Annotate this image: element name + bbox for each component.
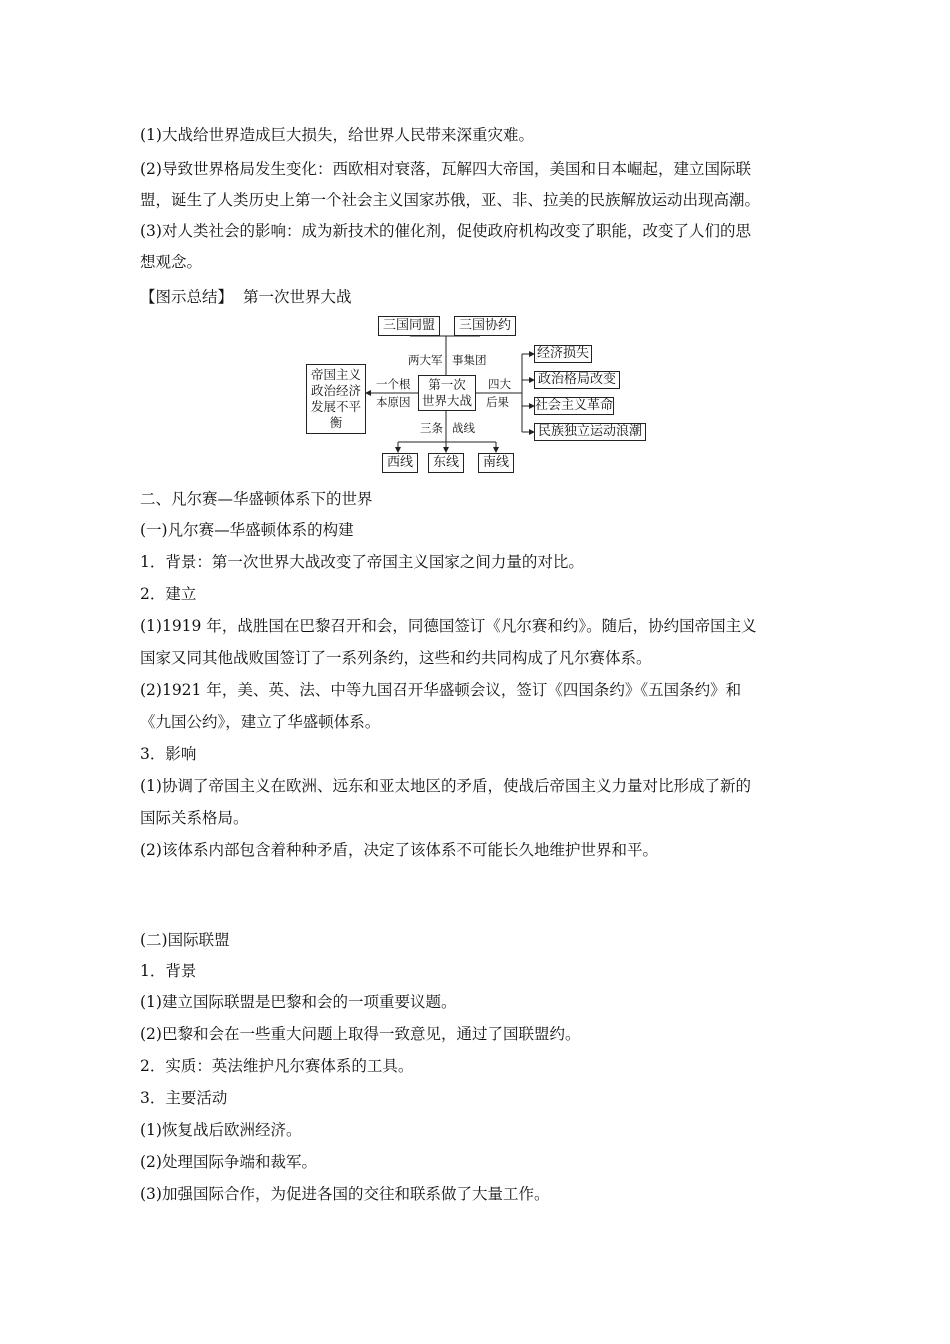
summary-heading [140, 287, 352, 307]
paragraph-line: (1)恢复战后欧洲经济。 [140, 1121, 302, 1139]
consequence-line-4: (3)对人类社会的影响：成为新技术的催化剂，促使政府机构改变了职能，改变了人们的思 [140, 222, 751, 240]
label-two-blocs-left: 两大军 [408, 353, 443, 367]
paragraph-line: (2)1921 年，美、英、法、中等九国召开华盛顿会议，签订《四国条约》《五国条约》和 [140, 681, 742, 699]
paragraph-line: 《九国公约》，建立了华盛顿体系。 [140, 713, 381, 731]
paragraph-line: 1．背景：第一次世界大战改变了帝国主义国家之间力量的对比。 [140, 553, 584, 571]
paragraph-line: (1)1919 年，战胜国在巴黎召开和会，同德国签订《凡尔赛和约》。随后，协约国帝国主义 [140, 617, 757, 635]
subsection-heading: (一)凡尔赛—华盛顿体系的构建 [140, 521, 354, 539]
box-independence-wave: 民族独立运动浪潮 [534, 423, 646, 441]
label-root-cause-1: 一个根 [376, 377, 411, 391]
label-four-results-2: 后果 [486, 395, 509, 409]
box-political-change: 政治格局改变 [534, 371, 620, 389]
paragraph-line: 3．影响 [140, 745, 197, 763]
box-triple-alliance: 三国同盟 [378, 316, 440, 336]
box-economic-loss: 经济损失 [534, 345, 592, 363]
summary-title: 第一次世界大战 [243, 288, 352, 306]
consequence-line-3: 盟，诞生了人类历史上第一个社会主义国家苏俄，亚、非、拉美的民族解放运动出现高潮。 [140, 191, 761, 209]
paragraph-line: (1)协调了帝国主义在欧洲、远东和亚太地区的矛盾，使战后帝国主义力量对比形成了新的 [140, 777, 751, 795]
paragraph-line: (2)处理国际争端和裁军。 [140, 1153, 317, 1171]
box-western-front: 西线 [382, 453, 418, 473]
label-root-cause-2: 本原因 [376, 395, 411, 409]
box-triple-entente: 三国协约 [454, 316, 516, 336]
paragraph-line: 1．背景 [140, 962, 197, 980]
box-southern-front: 南线 [478, 453, 514, 473]
paragraph-line: 2．建立 [140, 585, 197, 603]
summary-tag: 【图示总结】 [140, 288, 234, 306]
label-four-results-1: 四大 [488, 377, 511, 391]
section-heading: 二、凡尔赛—华盛顿体系下的世界 [140, 490, 373, 508]
paragraph-line: (2)巴黎和会在一些重大问题上取得一致意见，通过了国联盟约。 [140, 1025, 581, 1043]
paragraph-line: 3．主要活动 [140, 1089, 228, 1107]
label-three-fronts-left: 三条 [420, 421, 443, 435]
consequence-line-1: (1)大战给世界造成巨大损失，给世界人民带来深重灾难。 [140, 126, 534, 144]
label-three-fronts-right: 战线 [452, 421, 475, 435]
box-ww1-center: 第一次 世界大战 [418, 375, 476, 411]
paragraph-line: 国际关系格局。 [140, 809, 249, 827]
paragraph-line: (1)建立国际联盟是巴黎和会的一项重要议题。 [140, 993, 457, 1011]
paragraph-line: 国家又同其他战败国签订了一系列条约，这些和约共同构成了凡尔赛体系。 [140, 649, 652, 667]
box-eastern-front: 东线 [428, 453, 464, 473]
paragraph-line: 2．实质：英法维护凡尔赛体系的工具。 [140, 1057, 414, 1075]
box-socialist-revolution: 社会主义革命 [535, 398, 614, 413]
box-root-cause: 帝国主义 政治经济 发展不平 衡 [306, 364, 366, 434]
consequence-line-2: (2)导致世界格局发生变化：西欧相对衰落，瓦解四大帝国，美国和日本崛起，建立国际联 [140, 160, 751, 178]
label-two-blocs-right: 事集团 [452, 353, 487, 367]
paragraph-line: (2)该体系内部包含着种种矛盾，决定了该体系不可能长久地维护世界和平。 [140, 841, 658, 859]
consequence-line-5: 想观念。 [140, 253, 203, 271]
ww1-summary-diagram [300, 312, 660, 477]
paragraph-line: (3)加强国际合作，为促进各国的交往和联系做了大量工作。 [140, 1185, 550, 1203]
subsection-heading-league: (二)国际联盟 [140, 931, 230, 949]
